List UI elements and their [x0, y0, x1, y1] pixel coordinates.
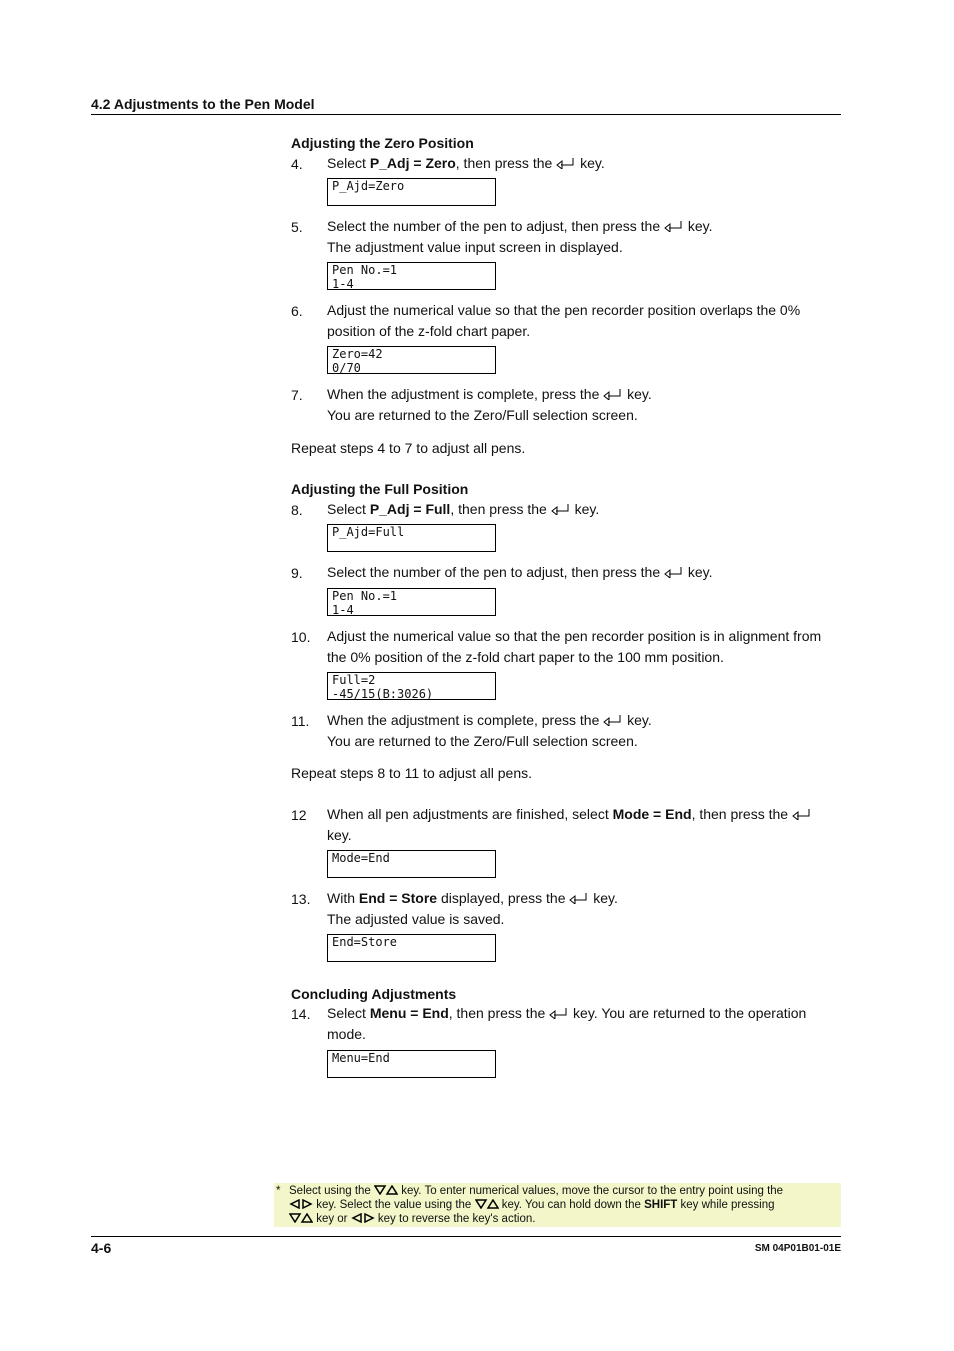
step-text: Select — [327, 155, 370, 171]
step-12-text — [327, 804, 842, 846]
note-text: key. To enter numerical values, move the cursor to the entry point using the — [398, 1185, 784, 1197]
heading-zero: Adjusting the Zero Position — [291, 135, 474, 151]
footnote-line-1 — [289, 1184, 783, 1198]
step-text: key. You are returned to the operation — [569, 1005, 807, 1021]
lcd-display: Menu=End — [327, 1050, 496, 1078]
footnote-line-3 — [289, 1212, 535, 1226]
note-text: key or — [313, 1213, 351, 1225]
step-number: 9. — [291, 565, 303, 581]
step-text: Adjust the numerical value so that the pen recorder position is in alignment from — [327, 628, 822, 644]
note-text: key to reverse the key's action. — [374, 1213, 536, 1225]
note-text: Select using the — [289, 1185, 375, 1197]
step-4-text — [327, 153, 842, 174]
step-text: key. — [576, 155, 605, 171]
footnote-box — [274, 1183, 841, 1227]
enter-key-icon — [664, 220, 684, 232]
heading-conclude: Concluding Adjustments — [291, 986, 457, 1002]
step-bold: Menu = End — [369, 1005, 449, 1021]
step-text: Select — [327, 501, 370, 517]
enter-key-icon — [603, 714, 623, 726]
lcd-display: Pen No.=1 1-4 — [327, 262, 496, 290]
left-right-triangle-icon — [351, 1213, 375, 1223]
step-text: , then press the — [691, 806, 792, 822]
step-text: , then press the — [450, 501, 551, 517]
step-text: key. — [623, 712, 652, 728]
step-number: 4. — [291, 156, 303, 172]
step-number: 6. — [291, 303, 303, 319]
step-number: 5. — [291, 219, 303, 235]
header-rule — [91, 114, 841, 115]
enter-key-icon — [569, 892, 589, 904]
step-13-text — [327, 888, 842, 930]
step-text: position of the z-fold chart paper. — [327, 323, 531, 339]
step-text: key. — [589, 890, 618, 906]
step-text: Select the number of the pen to adjust, then press the — [327, 564, 664, 580]
step-text: You are returned to the Zero/Full selection screen. — [327, 407, 638, 423]
step-8-text — [327, 499, 842, 520]
document-id: SM 04P01B01-01E — [754, 1243, 841, 1254]
step-text: When all pen adjustments are finished, select — [327, 806, 613, 822]
page-number: 4-6 — [91, 1240, 112, 1256]
down-up-triangle-icon — [475, 1199, 499, 1209]
step-text: key. — [327, 827, 352, 843]
footnote-line-2 — [289, 1198, 775, 1212]
step-text: displayed, press the — [437, 890, 570, 906]
footnote-marker: * — [276, 1185, 281, 1197]
repeat-note: Repeat steps 4 to 7 to adjust all pens. — [291, 440, 526, 456]
lcd-display: Full=2 -45/15(B:3026) — [327, 672, 496, 700]
left-right-triangle-icon — [289, 1199, 313, 1209]
step-text: key. — [623, 386, 652, 402]
step-text: With — [327, 890, 359, 906]
step-text: You are returned to the Zero/Full selection screen. — [327, 733, 638, 749]
step-5-text — [327, 216, 842, 258]
step-text: When the adjustment is complete, press the — [327, 386, 604, 402]
step-bold: P_Adj = Full — [369, 501, 451, 517]
step-number: 13. — [291, 891, 311, 907]
step-number: 11. — [291, 713, 310, 729]
section-header: 4.2 Adjustments to the Pen Model — [91, 96, 315, 112]
step-text: the 0% position of the z-fold chart paper to the 100 mm position. — [327, 649, 724, 665]
lcd-display: Zero=42 0/70 — [327, 346, 496, 374]
step-text: mode. — [327, 1026, 366, 1042]
enter-key-icon — [664, 566, 684, 578]
note-text: key. Select the value using the — [313, 1199, 475, 1211]
note-text: key. You can hold down the — [498, 1199, 645, 1211]
step-11-text — [327, 710, 842, 752]
down-up-triangle-icon — [374, 1185, 398, 1195]
step-9-text — [327, 562, 842, 583]
step-7-text — [327, 384, 842, 426]
down-up-triangle-icon — [289, 1213, 313, 1223]
lcd-display: End=Store — [327, 934, 496, 962]
footer-rule — [91, 1236, 841, 1237]
step-14-text — [327, 1003, 842, 1045]
note-bold: SHIFT — [644, 1199, 678, 1211]
step-number: 10. — [291, 629, 311, 645]
step-bold: End = Store — [358, 890, 438, 906]
step-number: 8. — [291, 502, 303, 518]
step-text: The adjustment value input screen in displayed. — [327, 239, 623, 255]
step-10-text — [327, 626, 842, 668]
enter-key-icon — [551, 503, 571, 515]
repeat-note: Repeat steps 8 to 11 to adjust all pens. — [291, 765, 533, 781]
step-bold: Mode = End — [612, 806, 692, 822]
lcd-display: P_Ajd=Zero — [327, 178, 496, 206]
step-text: Select — [327, 1005, 370, 1021]
heading-full: Adjusting the Full Position — [291, 481, 469, 497]
step-number: 12 — [291, 807, 307, 823]
step-text: , then press the — [455, 155, 557, 171]
step-text: The adjusted value is saved. — [327, 911, 505, 927]
enter-key-icon — [556, 157, 576, 169]
enter-key-icon — [549, 1007, 569, 1019]
step-text: key. — [684, 218, 713, 234]
step-6-text — [327, 300, 842, 342]
lcd-display: P_Ajd=Full — [327, 524, 496, 552]
step-text: key. — [684, 564, 713, 580]
enter-key-icon — [603, 388, 623, 400]
step-text: Select the number of the pen to adjust, then press the — [327, 218, 664, 234]
note-text: key while pressing — [677, 1199, 775, 1211]
step-number: 14. — [291, 1006, 311, 1022]
step-text: key. — [570, 501, 600, 517]
step-text: , then press the — [448, 1005, 550, 1021]
lcd-display: Mode=End — [327, 850, 496, 878]
lcd-display: Pen No.=1 1-4 — [327, 588, 496, 616]
step-text: Adjust the numerical value so that the pen recorder position overlaps the 0% — [327, 302, 801, 318]
step-text: When the adjustment is complete, press the — [327, 712, 604, 728]
step-bold: P_Adj = Zero — [369, 155, 456, 171]
enter-key-icon — [792, 808, 812, 820]
step-number: 7. — [291, 387, 303, 403]
